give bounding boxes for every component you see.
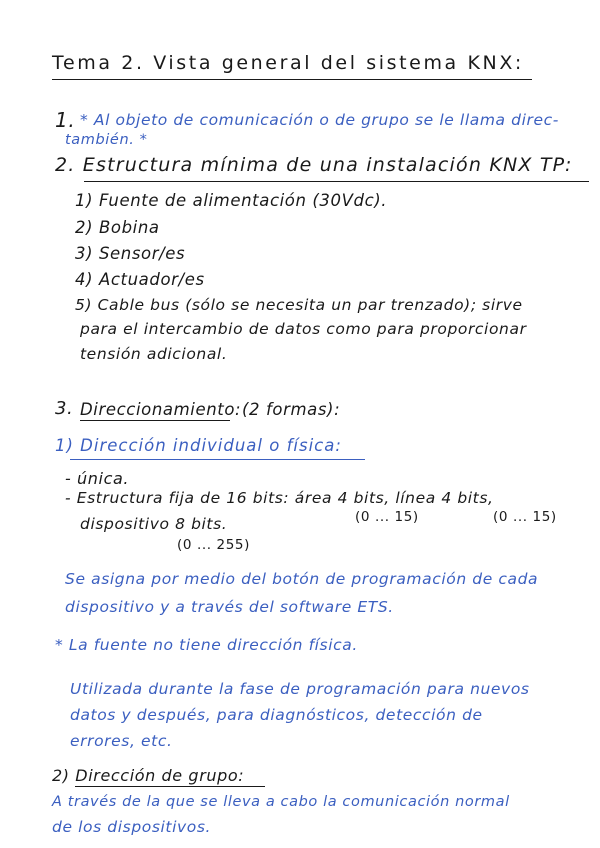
sub-1-heading: 1) Dirección individual o física:: [55, 436, 342, 455]
bullet-estructura: - Estructura fija de 16 bits: área 4 bits, línea 4 bits,: [65, 489, 494, 507]
bullet-dispositivo: dispositivo 8 bits.: [80, 515, 228, 533]
section-2-underline: [84, 181, 589, 182]
bullet-unica: - única.: [65, 469, 130, 488]
section-3-number: 3.: [55, 398, 74, 419]
usage-line3: errores, etc.: [70, 732, 173, 750]
page-title: Tema 2. Vista general del sistema KNX:: [52, 52, 524, 74]
list-item: 3) Sensor/es: [75, 244, 186, 263]
group-line1: A través de la que se lleva a cabo la comunicación normal: [52, 794, 510, 810]
section-3-underline: [80, 420, 230, 421]
assign-line2: dispositivo y a través del software ETS.: [65, 598, 394, 616]
list-item: 1) Fuente de alimentación (30Vdc).: [75, 191, 388, 210]
sub-2-heading: 2) Dirección de grupo:: [52, 766, 245, 785]
section-3-heading: Direccionamiento:: [80, 400, 242, 419]
assign-line1: Se asigna por medio del botón de programación de cada: [65, 570, 539, 588]
group-line2: de los dispositivos.: [52, 818, 212, 836]
section-3-note: (2 formas):: [242, 400, 341, 419]
range-area: (0 ... 15): [355, 509, 419, 525]
usage-line2: datos y después, para diagnósticos, detección de: [70, 706, 483, 724]
list-item: para el intercambio de datos como para proporcionar: [80, 320, 527, 338]
section-1-number: 1.: [55, 108, 76, 132]
star-note: * La fuente no tiene dirección física.: [55, 636, 358, 654]
section-2-heading: 2. Estructura mínima de una instalación KNX TP:: [55, 154, 573, 176]
list-item: 5) Cable bus (sólo se necesita un par trenzado); sirve: [75, 296, 523, 314]
section-1-note-line2: también. *: [65, 132, 148, 148]
title-underline: [52, 79, 532, 80]
section-1-note-line1: * Al objeto de comunicación o de grupo se le llama direc-: [80, 111, 559, 129]
usage-line1: Utilizada durante la fase de programación para nuevos: [70, 680, 530, 698]
range-dispositivo: (0 ... 255): [177, 537, 250, 553]
list-item: 2) Bobina: [75, 218, 160, 237]
range-linea: (0 ... 15): [493, 509, 557, 525]
list-item: tensión adicional.: [80, 345, 228, 363]
sub-2-underline: [75, 786, 265, 787]
sub-1-underline: [70, 459, 365, 460]
list-item: 4) Actuador/es: [75, 270, 205, 289]
